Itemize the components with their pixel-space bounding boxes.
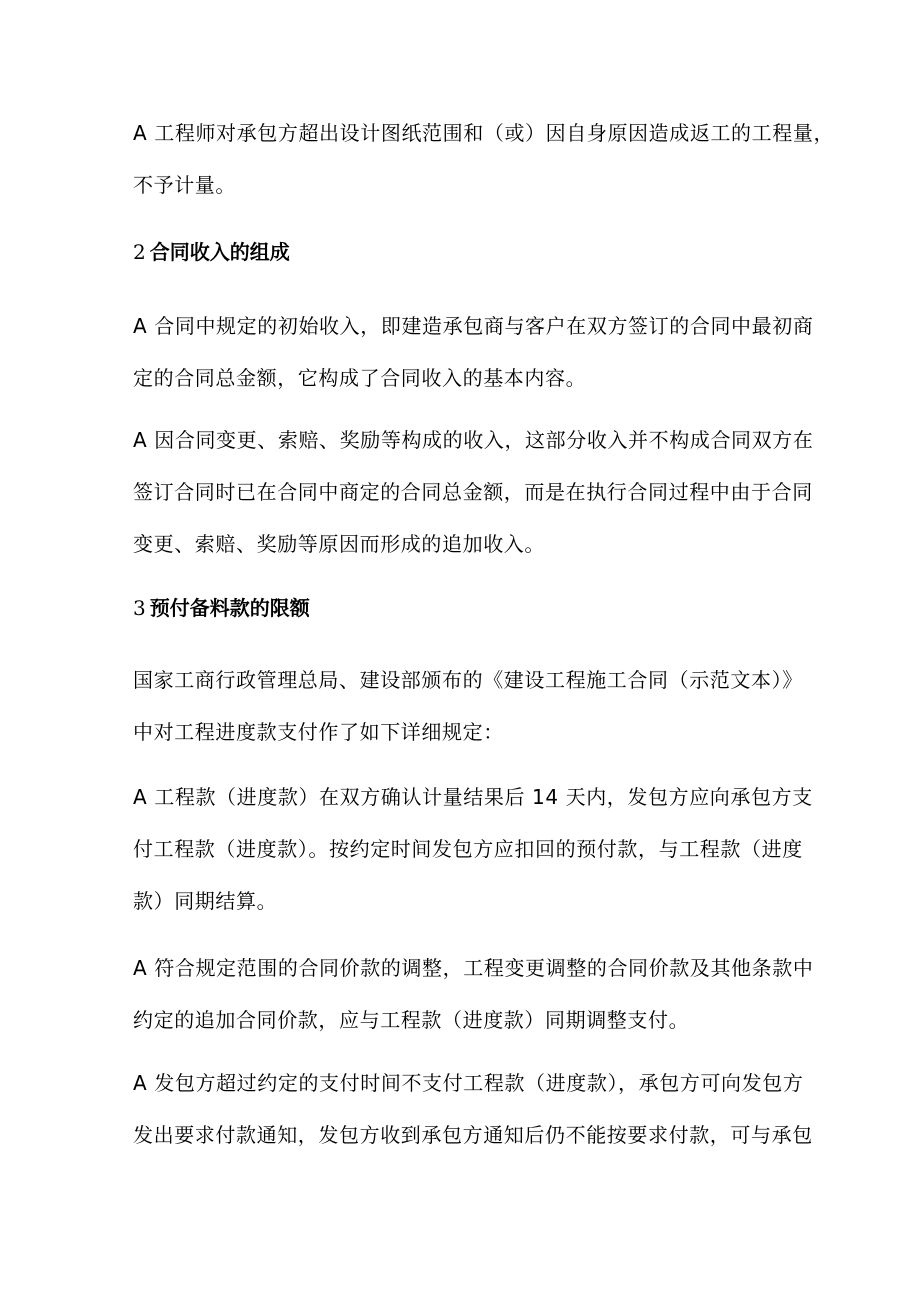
paragraph-change-income: [133, 414, 813, 570]
text-line: 国家工商行政管理总局、建设部颁布的《建设工程施工合同（示范文本）》: [133, 668, 803, 692]
section-number: 3: [133, 596, 146, 620]
text-line: 定的合同总金额，它构成了合同收入的基本内容。: [133, 366, 587, 390]
paragraph-payment: [133, 771, 813, 927]
text-line: A 符合规定范围的合同价款的调整，工程变更调整的合同价款及其他条款中: [133, 956, 814, 980]
section-heading-3: [133, 582, 310, 634]
text-line: 签订合同时已在合同中商定的合同总金额，而是在执行合同过程中由于合同: [133, 480, 813, 504]
section-heading-2: [133, 226, 290, 278]
paragraph-measurement: [133, 107, 835, 211]
text-line: A 工程师对承包方超出设计图纸范围和（或）因自身原因造成返工的工程量，: [133, 121, 835, 145]
section-number: 2: [133, 240, 146, 264]
paragraph-regulation: [133, 654, 813, 758]
text-line: A 工程款（进度款）在双方确认计量结果后 14 天内，发包方应向承包方支: [133, 785, 813, 809]
text-line: 约定的追加合同价款，应与工程款（进度款）同期调整支付。: [133, 1008, 690, 1032]
text-line: 不予计量。: [133, 173, 236, 197]
paragraph-late-payment: [133, 1057, 813, 1161]
paragraph-initial-income: [133, 300, 813, 404]
text-line: A 因合同变更、索赔、奖励等构成的收入，这部分收入并不构成合同双方在: [133, 428, 814, 452]
text-line: 发出要求付款通知，发包方收到承包方通知后仍不能按要求付款，可与承包: [133, 1123, 813, 1147]
text-line: 中对工程进度款支付作了如下详细规定：: [133, 720, 504, 744]
text-line: A 合同中规定的初始收入，即建造承包商与客户在双方签订的合同中最初商: [133, 314, 814, 338]
section-title: 预付备料款的限额: [149, 596, 310, 620]
section-title: 合同收入的组成: [149, 240, 290, 264]
paragraph-price-adjustment: [133, 942, 813, 1046]
text-line: 款）同期结算。: [133, 889, 278, 913]
text-line: 付工程款（进度款）。按约定时间发包方应扣回的预付款，与工程款（进度: [133, 837, 803, 861]
text-line: A 发包方超过约定的支付时间不支付工程款（进度款），承包方可向发包方: [133, 1071, 804, 1095]
text-line: 变更、索赔、奖励等原因而形成的追加收入。: [133, 532, 545, 556]
